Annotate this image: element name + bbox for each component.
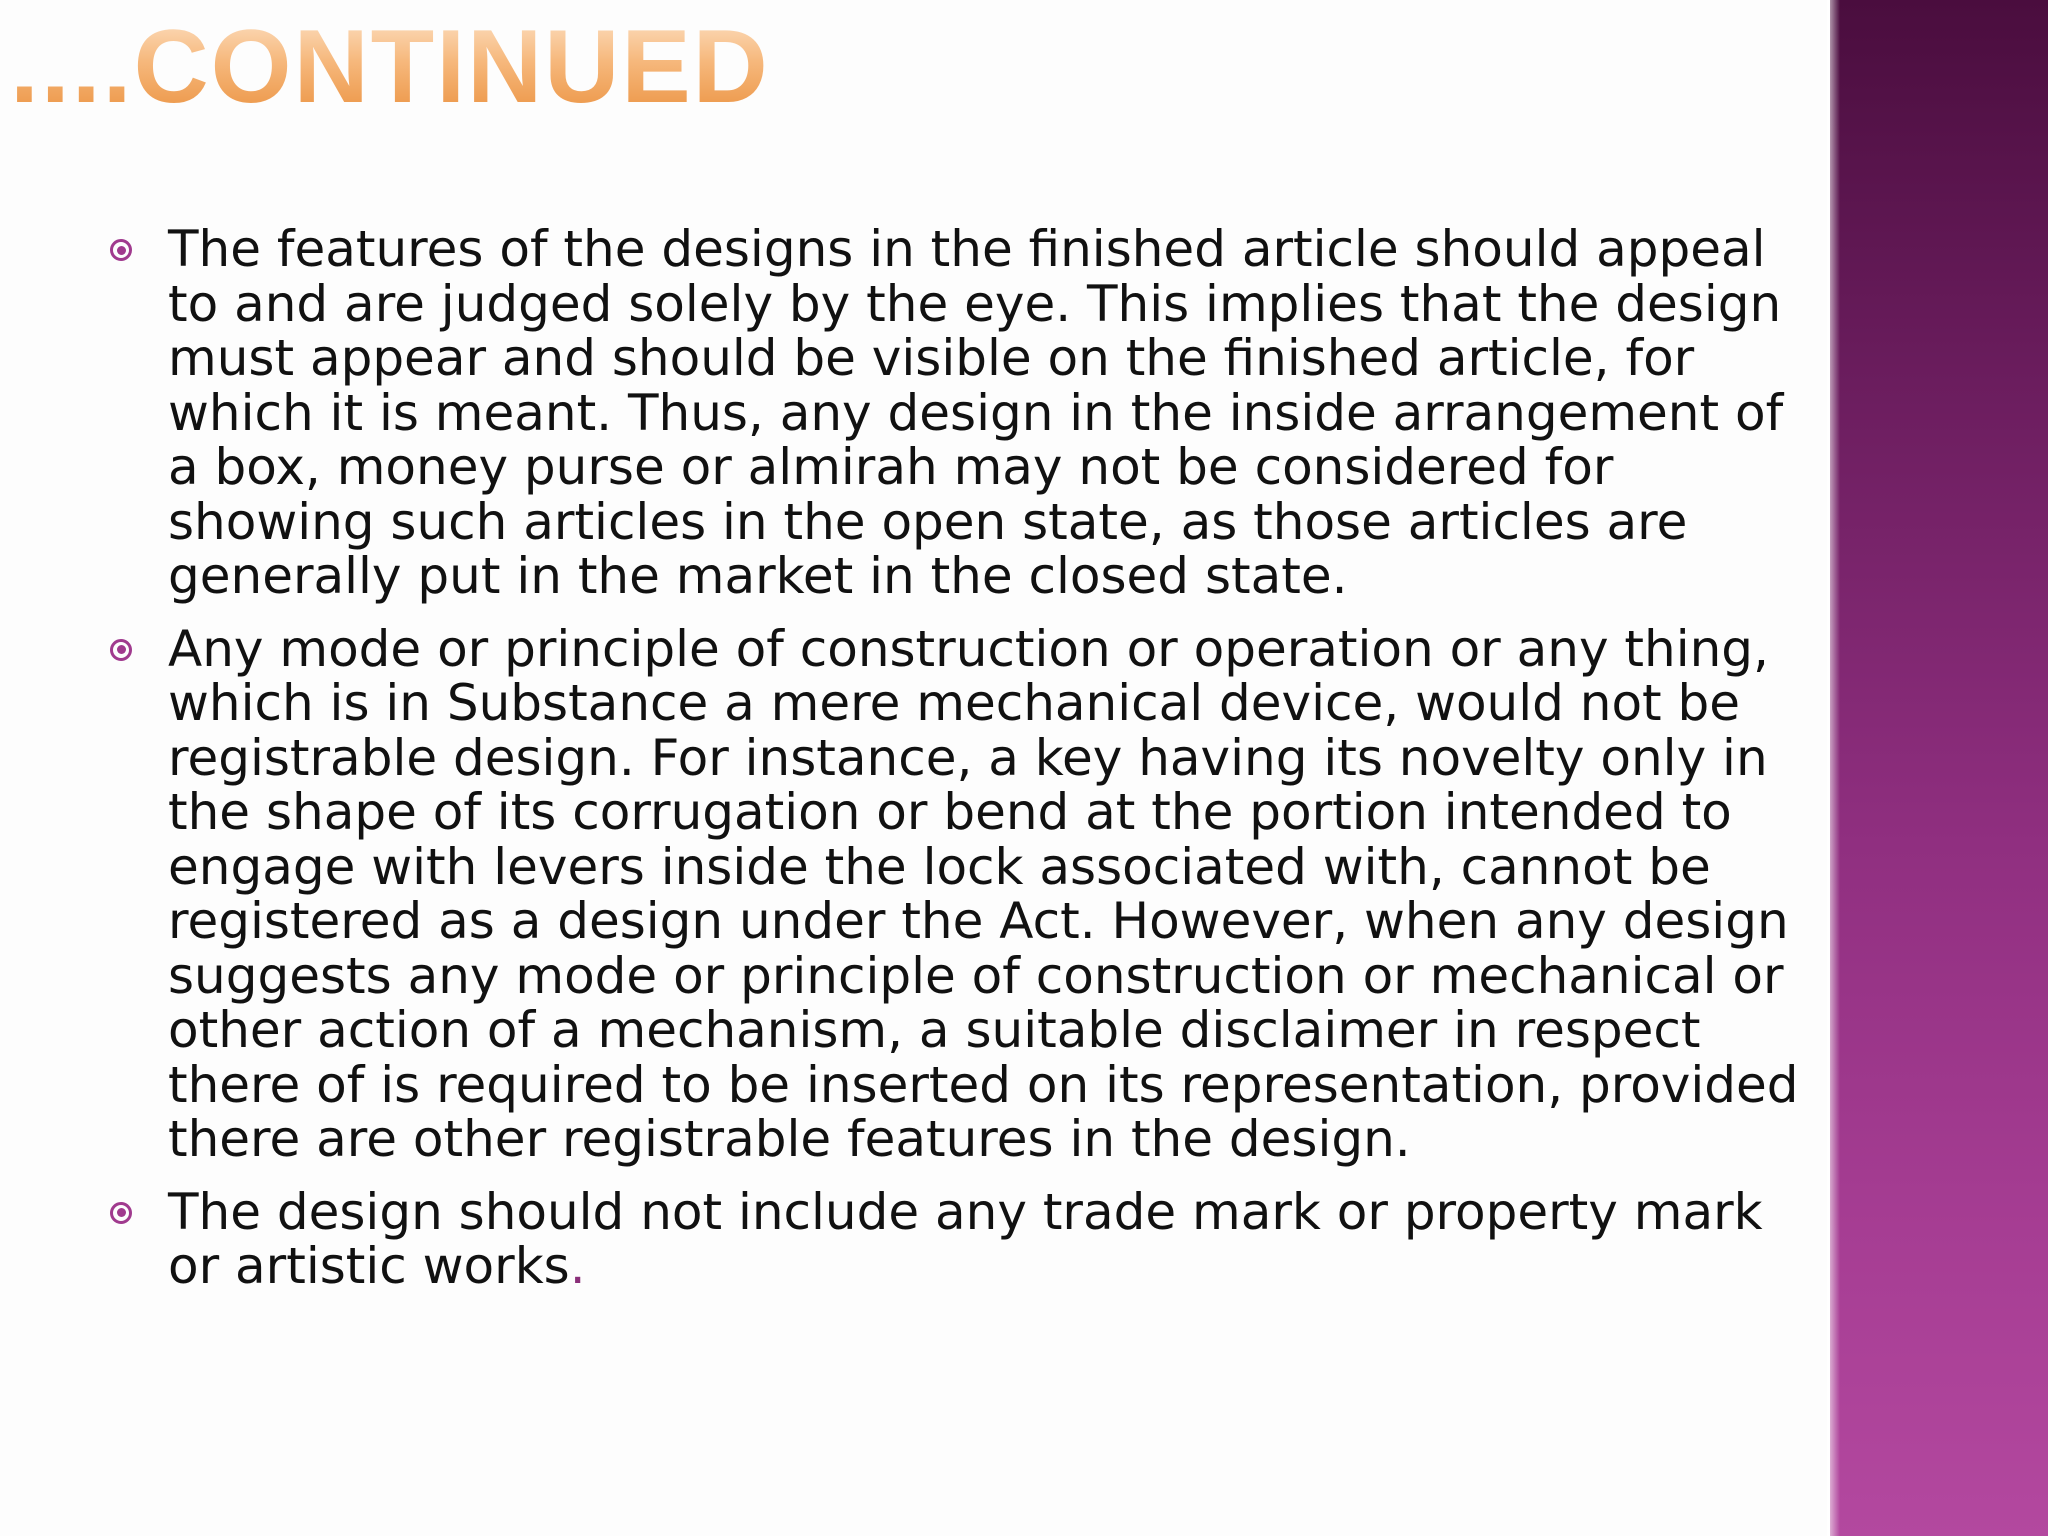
bullet-item-visibility — [106, 222, 1806, 604]
bullet-text: The features of the designs in the finished article should appeal to and are judged solely by the eye. This implies that the design must appear and should be visible on the finished article, for which it is meant. Thus, any design in the inside arrangement of a box, money purse or almirah may not be considered for showing such articles in the open state, as those articles are generally put in the market in the closed state. — [168, 220, 1784, 605]
slide-title: ....CONTINUED — [10, 9, 770, 125]
bullet-text: The design should not include any trade mark or property mark or artistic works — [168, 1182, 1763, 1295]
bullet-item-trade-mark — [106, 1182, 1806, 1295]
bullet-text: Any mode or principle of construction or operation or any thing, which is in Substance a mere mechanical device, would not be registrable design. For instance, a key having its novelty only in the shape of its corrugation or bend at the portion intended to engage with levers inside the lock associated with, cannot be registered as a design under the Act. However, when any design suggests any mode or principle of construction or mechanical or other action of a mechanism, a suitable disclaimer in respect there of is required to be inserted on its representation, provided there are other registrable features in the design. — [168, 619, 1799, 1168]
bullet-list — [106, 222, 1806, 1312]
decorative-side-band — [1827, 0, 2048, 1536]
bullet-trailing-period: . — [569, 1237, 586, 1295]
bullet-circle-icon — [110, 239, 132, 261]
bullet-circle-icon — [110, 1202, 132, 1224]
bullet-item-mechanical-device — [106, 619, 1806, 1168]
bullet-circle-icon — [110, 639, 132, 661]
